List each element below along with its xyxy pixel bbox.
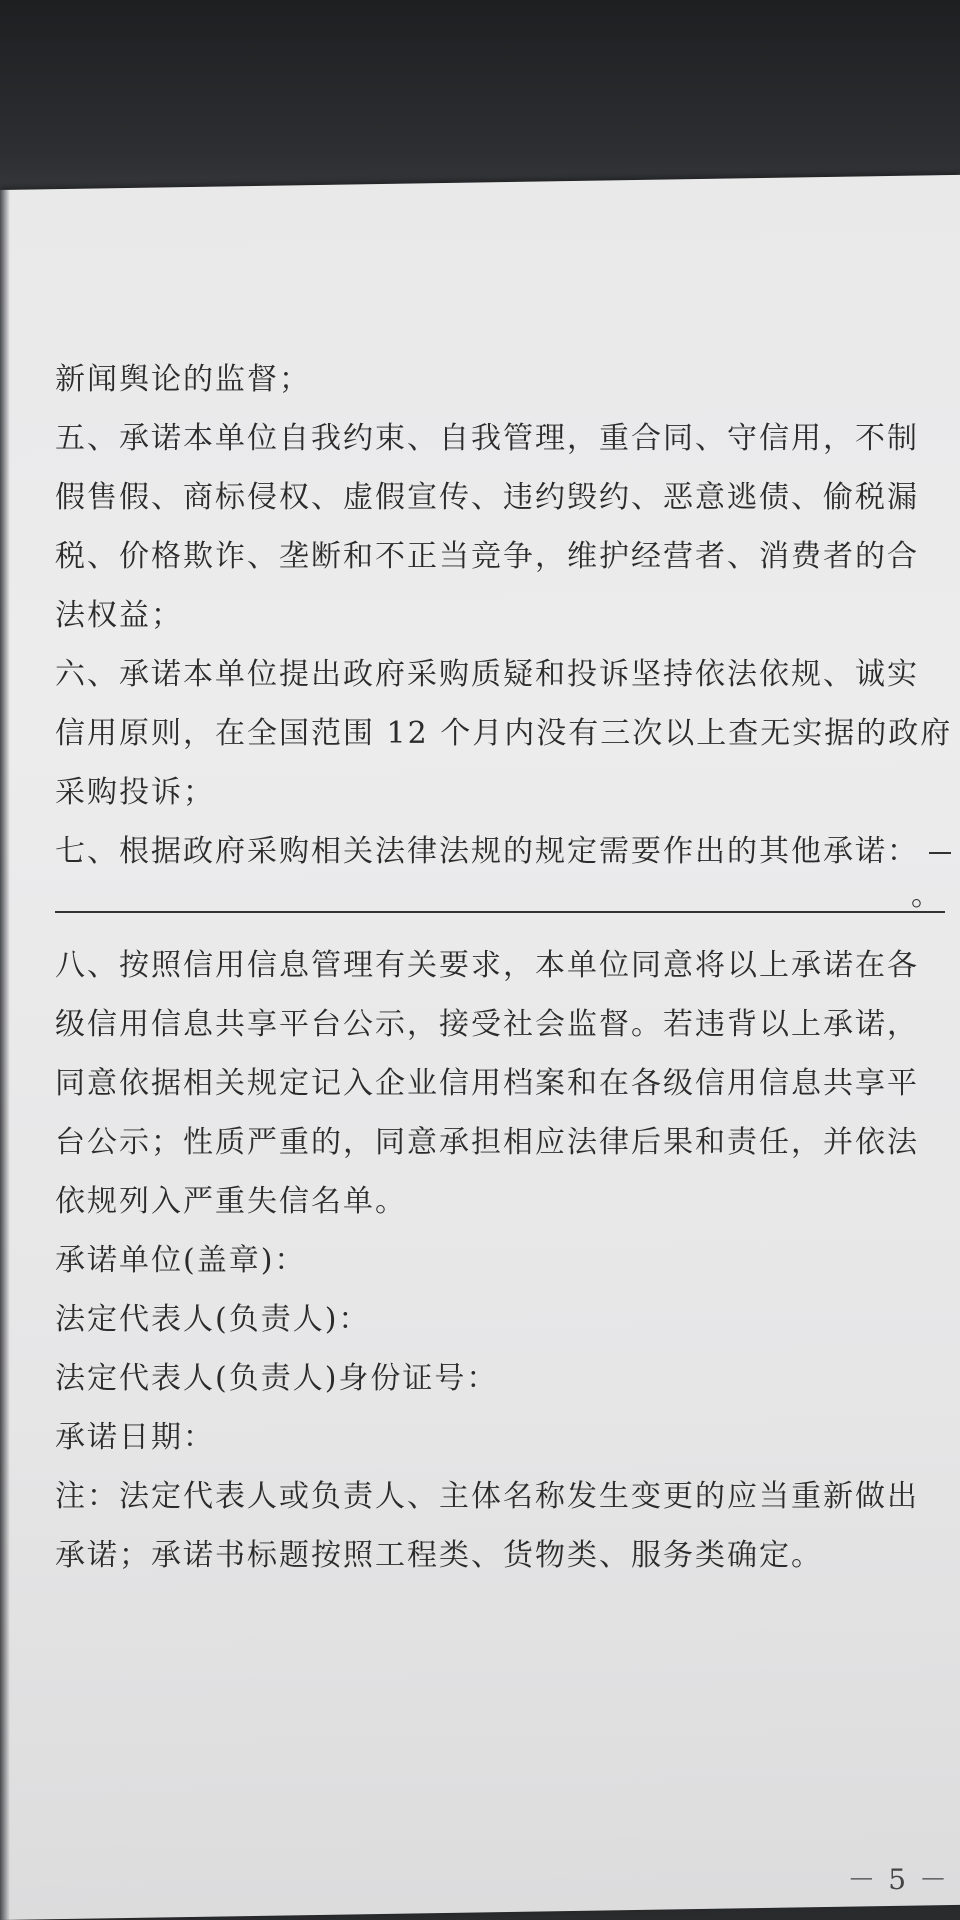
fill-in-line-row: [55, 878, 955, 936]
text-line: 七、根据政府采购相关法律法规的规定需要作出的其他承诺：: [55, 834, 919, 869]
blank-period: 。: [911, 878, 943, 913]
note-line: 注：法定代表人或负责人、主体名称发生变更的应当重新做出: [55, 1479, 919, 1514]
page-number: － 5 －: [847, 1863, 949, 1896]
signature-field-unit: 承诺单位(盖章)：: [55, 1243, 307, 1278]
text-line: 八、按照信用信息管理有关要求，本单位同意将以上承诺在各: [55, 948, 919, 983]
text-line-with-blank: [55, 822, 955, 881]
text-line: 同意依据相关规定记入企业信用档案和在各级信用信息共享平: [55, 1066, 919, 1101]
paper-edge-shadow: [0, 190, 10, 1920]
note-line: 承诺；承诺书标题按照工程类、货物类、服务类确定。: [55, 1538, 823, 1573]
fill-in-underline: [55, 911, 945, 913]
text-line: 假售假、商标侵权、虚假宣传、违约毁约、恶意逃债、偷税漏: [55, 480, 919, 515]
text-line: 法权益；: [55, 598, 183, 633]
signature-field-representative: 法定代表人(负责人)：: [55, 1302, 371, 1337]
text-line: 台公示；性质严重的，同意承担相应法律后果和责任，并依法: [55, 1125, 919, 1160]
text-line: 六、承诺本单位提出政府采购质疑和投诉坚持依法依规、诚实: [55, 657, 919, 692]
text-line: 税、价格欺诈、垄断和不正当竞争，维护经营者、消费者的合: [55, 539, 919, 574]
text-line: 采购投诉；: [55, 775, 215, 810]
text-line: 五、承诺本单位自我约束、自我管理，重合同、守信用，不制: [55, 421, 919, 456]
text-line: 信用原则，在全国范围 12 个月内没有三次以上查无实据的政府: [55, 716, 953, 751]
text-line: 依规列入严重失信名单。: [55, 1184, 407, 1219]
text-line: 新闻舆论的监督；: [55, 362, 311, 397]
fill-in-blank: [929, 852, 951, 854]
signature-field-id-number: 法定代表人(负责人)身份证号：: [55, 1361, 499, 1396]
document-body: [55, 350, 955, 1896]
signature-field-date: 承诺日期：: [55, 1420, 215, 1455]
text-line: 级信用信息共享平台公示，接受社会监督。若违背以上承诺，: [55, 1007, 919, 1042]
